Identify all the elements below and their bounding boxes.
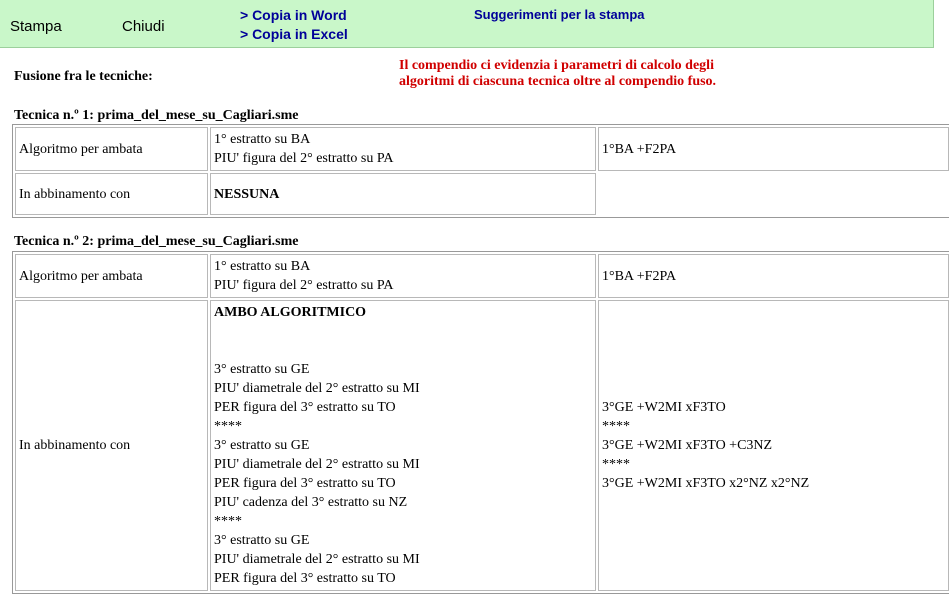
table-row bbox=[15, 300, 949, 591]
combination-line: 3° estratto su GE bbox=[214, 362, 310, 377]
combination-description bbox=[210, 300, 596, 591]
combination-line: **** bbox=[214, 419, 242, 434]
algorithm-code: 1°BA +F2PA bbox=[598, 127, 949, 171]
compendium-note bbox=[399, 58, 819, 90]
combination-label: In abbinamento con bbox=[15, 300, 208, 591]
combination-line: PER figura del 3° estratto su TO bbox=[214, 571, 396, 586]
combination-line: PER figura del 3° estratto su TO bbox=[214, 400, 396, 415]
combination-heading: NESSUNA bbox=[214, 186, 280, 202]
technique-title: Tecnica n.º 1: prima_del_mese_su_Cagliari.sme bbox=[14, 108, 299, 123]
combination-line: PIU' diametrale del 2° estratto su MI bbox=[214, 381, 420, 396]
print-hints-link[interactable]: Suggerimenti per la stampa bbox=[474, 7, 645, 22]
combination-line: PIU' diametrale del 2° estratto su MI bbox=[214, 552, 420, 567]
combination-line: PIU' cadenza del 3° estratto su NZ bbox=[214, 495, 408, 510]
combination-description bbox=[210, 173, 596, 215]
combination-code: **** bbox=[602, 457, 630, 472]
table-row bbox=[15, 173, 949, 215]
combination-label: In abbinamento con bbox=[15, 173, 208, 215]
combination-code: **** bbox=[602, 419, 630, 434]
technique-table bbox=[12, 251, 949, 594]
algorithm-line: 1° estratto su BA bbox=[214, 132, 311, 147]
combination-heading: AMBO ALGORITMICO bbox=[214, 305, 367, 320]
combination-line: PIU' diametrale del 2° estratto su MI bbox=[214, 457, 420, 472]
table-row bbox=[15, 254, 949, 298]
combination-code: 3°GE +W2MI xF3TO bbox=[602, 400, 726, 415]
algorithm-line: 1° estratto su BA bbox=[214, 259, 311, 274]
print-button[interactable]: Stampa bbox=[10, 18, 62, 35]
algorithm-line: PIU' figura del 2° estratto su PA bbox=[214, 151, 394, 166]
note-line: algoritmi di ciascuna tecnica oltre al compendio fuso. bbox=[399, 74, 717, 89]
combination-line: 3° estratto su GE bbox=[214, 438, 310, 453]
algorithm-label: Algoritmo per ambata bbox=[15, 127, 208, 171]
algorithm-code: 1°BA +F2PA bbox=[598, 254, 949, 298]
combination-code: 3°GE +W2MI xF3TO +C3NZ bbox=[602, 438, 773, 453]
algorithm-description bbox=[210, 254, 596, 298]
technique-title: Tecnica n.º 2: prima_del_mese_su_Cagliari.sme bbox=[14, 234, 299, 249]
combination-line: **** bbox=[214, 514, 242, 529]
algorithm-line: PIU' figura del 2° estratto su PA bbox=[214, 278, 394, 293]
algorithm-label: Algoritmo per ambata bbox=[15, 254, 208, 298]
note-line: Il compendio ci evidenzia i parametri di calcolo degli bbox=[399, 58, 714, 73]
empty-cell bbox=[598, 173, 949, 215]
copy-to-word-link[interactable]: > Copia in Word bbox=[240, 7, 347, 23]
close-button[interactable]: Chiudi bbox=[122, 18, 165, 35]
fusion-label: Fusione fra le tecniche: bbox=[14, 69, 153, 84]
combination-code: 3°GE +W2MI xF3TO x2°NZ x2°NZ bbox=[602, 476, 810, 491]
table-row bbox=[15, 127, 949, 171]
combination-line: PER figura del 3° estratto su TO bbox=[214, 476, 396, 491]
technique-table bbox=[12, 124, 949, 218]
toolbar bbox=[0, 0, 934, 48]
combination-line: 3° estratto su GE bbox=[214, 533, 310, 548]
combination-codes bbox=[598, 300, 949, 591]
copy-to-excel-link[interactable]: > Copia in Excel bbox=[240, 26, 348, 42]
algorithm-description bbox=[210, 127, 596, 171]
